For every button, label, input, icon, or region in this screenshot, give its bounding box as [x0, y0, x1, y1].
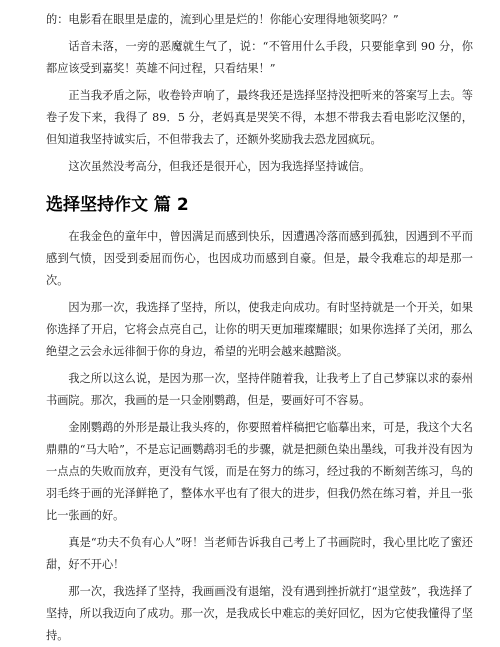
paragraph-macaw-practice: 金刚鹦鹉的外形是最让我头疼的，你要照着样稿把它临摹出来，可是，我这个大名鼎鼎的“马大哈”，不是忘记画鹦鹉羽毛的步骤，就是把颜色染出墨线，可我并没有因为一点点的失败而放弃，更没有气馁，而是在努力的练习，经过我的不断刻苦练习，鸟的羽毛终于画的光泽鲜艳了，整体水平也有了很大的进步，但我仍然在练习着，并且一张比一张画的好。	[46, 421, 473, 522]
paragraph-success: 真是“功夫不负有心人”呀！当老师告诉我自己考上了书画院时，我心里比吃了蜜还甜，好不开心！	[46, 536, 473, 571]
paragraph-continued: 的：电影看在眼里是虚的，流到心里是烂的！你能心安理得地领奖吗？”	[46, 13, 399, 26]
paragraph-switch-metaphor: 因为那一次，我选择了坚持，所以，使我走向成功。有时坚持就是一个开关，如果你选择了开启，它将会点亮自己，让你的明天更加璀璨耀眼；如果你选择了关闭，那么绝望之云会永远徘徊于你的身边，希望的光明会越来越黯淡。	[46, 301, 473, 358]
essay-heading: 选择坚持作文 篇 2	[46, 195, 189, 215]
paragraph-devil-speech: 话音未落，一旁的恶魔就生气了，说：“不管用什么手段，只要能拿到 90 分，你都应该受到嘉奖！英雄不问过程，只看结果！”	[46, 40, 473, 75]
paragraph-childhood: 在我金色的童年中，曾因满足而感到快乐，因遭遇冷落而感到孤独，因遇到不平而感到气愤，因受到委屈而伤心，也因成功而感到自豪。但是，最令我难忘的却是那一次。	[46, 230, 473, 287]
paragraph-conclusion-1: 这次虽然没考高分，但我还是很开心，因为我选择坚持诚信。	[68, 160, 371, 173]
paragraph-exam-result: 正当我矛盾之际，收卷铃声响了，最终我还是选择坚持没把听来的答案写上去。等卷子发下来，我得了 89．5 分，老妈真是哭笑不得，本想不带我去看电影吃汉堡的，但知道我坚持诚实后，不但带我去了，还额外奖励我去恐龙园疯玩。	[46, 89, 473, 146]
paragraph-painting-academy: 我之所以这么说，是因为那一次，坚持伴随着我，让我考上了自己梦寐以求的泰州书画院。那次，我画的是一只金刚鹦鹉，但是，要画好可不容易。	[46, 372, 473, 407]
paragraph-conclusion-2: 那一次，我选择了坚持，我画画没有退缩，没有遇到挫折就打“退堂鼓”，我选择了坚持，所以我迈向了成功。那一次，是我成长中难忘的美好回忆，因为它使我懂得了坚持。	[46, 585, 473, 642]
